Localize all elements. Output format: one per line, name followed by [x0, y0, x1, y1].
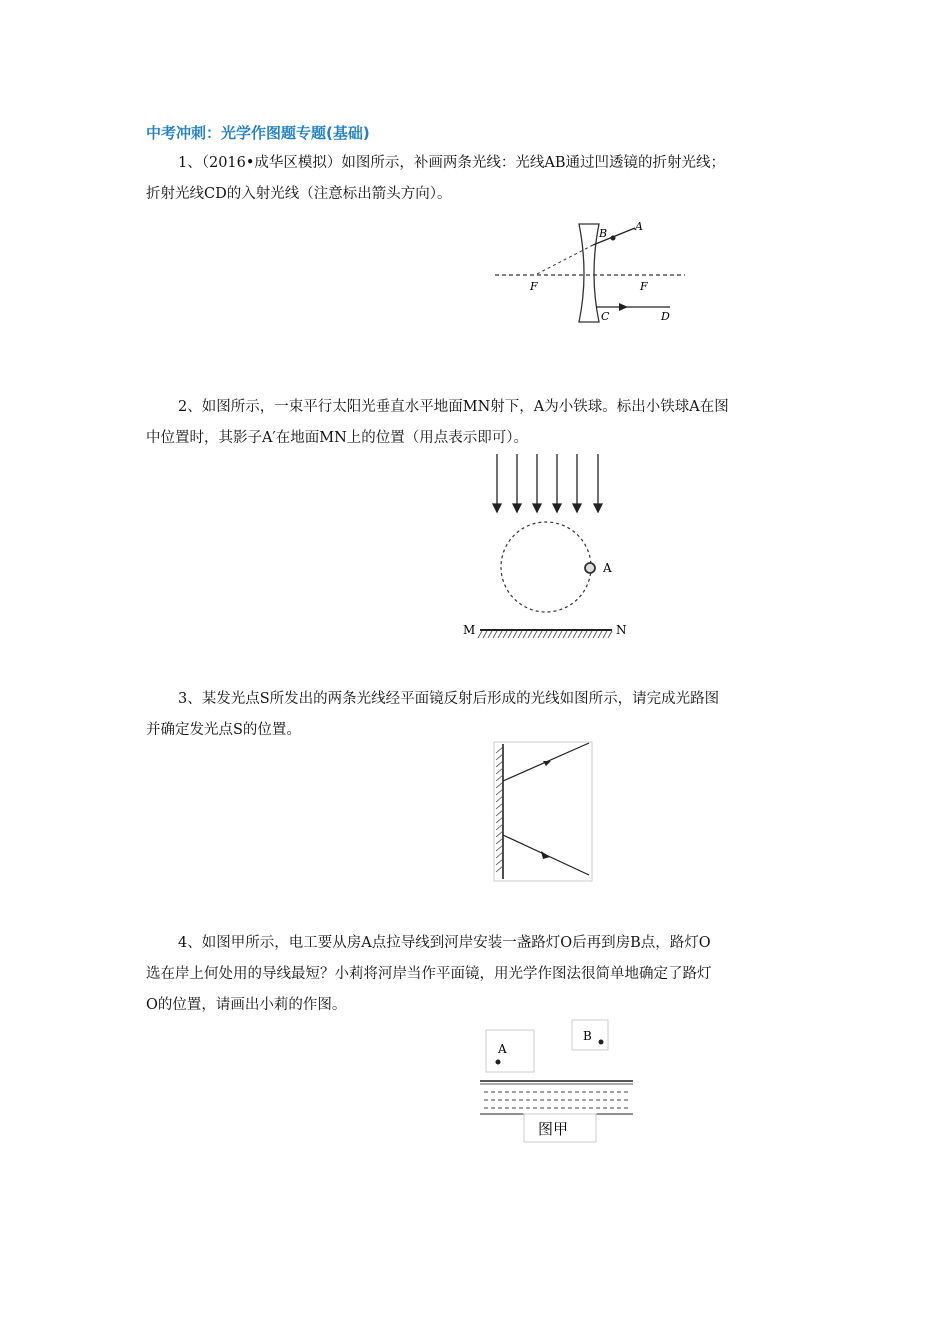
- question-4-line-1: 4、如图甲所示，电工要从房A点拉导线到河岸安装一盏路灯O后再到房B点，路灯O: [178, 935, 711, 951]
- question-4: [146, 928, 816, 1021]
- label-n: N: [616, 623, 627, 637]
- parallel-sun-rays: [493, 454, 602, 512]
- ray-arrow-lower: [541, 851, 550, 859]
- question-2-line-2: 中位置时，其影子A′在地面MN上的位置（用点表示即可）。: [146, 430, 529, 446]
- question-3-line-2: 并确定发光点S的位置。: [146, 722, 301, 738]
- label-b: B: [583, 1029, 592, 1043]
- point-a: [496, 1060, 501, 1065]
- label-f-left: F: [530, 280, 538, 293]
- river-bank-diagram: [478, 1018, 638, 1146]
- question-3-line-1: 3、某发光点S所发出的两条光线经平面镜反射后形成的光线如图所示，请完成光路图: [178, 691, 720, 707]
- question-1-line-2: 折射光线CD的入射光线（注意标出箭头方向）。: [146, 186, 452, 202]
- concave-lens-diagram: [495, 218, 690, 328]
- question-2-line-1: 2、如图所示，一束平行太阳光垂直水平地面MN射下，A为小铁球。标出小铁球A在图: [178, 399, 729, 415]
- question-1: [146, 148, 816, 210]
- ray-cd-arrow: [619, 303, 628, 311]
- label-f-right: F: [640, 280, 648, 293]
- ground-hatching: [478, 631, 612, 638]
- plane-mirror-diagram: [493, 741, 593, 883]
- dashed-circle-path: [501, 522, 591, 612]
- label-d: D: [661, 310, 670, 323]
- question-3: [146, 684, 816, 746]
- question-4-line-2: 选在岸上何处用的导线最短？小莉将河岸当作平面镜，用光学作图法很简单地确定了路灯: [146, 966, 712, 982]
- river-water: [484, 1092, 630, 1108]
- ray-arrow-upper: [543, 761, 551, 766]
- label-a: A: [603, 561, 612, 575]
- question-4-line-3: O的位置，请画出小莉的作图。: [146, 997, 347, 1013]
- label-m: M: [463, 623, 476, 637]
- label-b: B: [599, 227, 608, 240]
- label-a: A: [635, 220, 643, 233]
- ray-arrow-dot: [611, 236, 616, 241]
- label-c: C: [601, 310, 610, 323]
- point-b: [599, 1040, 604, 1045]
- page-title: 中考冲刺：光学作图题专题(基础): [146, 124, 370, 142]
- sunlight-shadow-diagram: [460, 452, 640, 644]
- mirror-hatching: [496, 747, 503, 872]
- iron-ball: [585, 563, 595, 573]
- label-a: A: [498, 1042, 507, 1056]
- figure-caption: 图甲: [538, 1120, 569, 1138]
- house-a-box: [486, 1030, 534, 1072]
- question-1-line-1: 1、（2016•成华区模拟）如图所示，补画两条光线：光线AB通过凹透镜的折射光线；: [178, 155, 726, 171]
- question-2: [146, 392, 816, 454]
